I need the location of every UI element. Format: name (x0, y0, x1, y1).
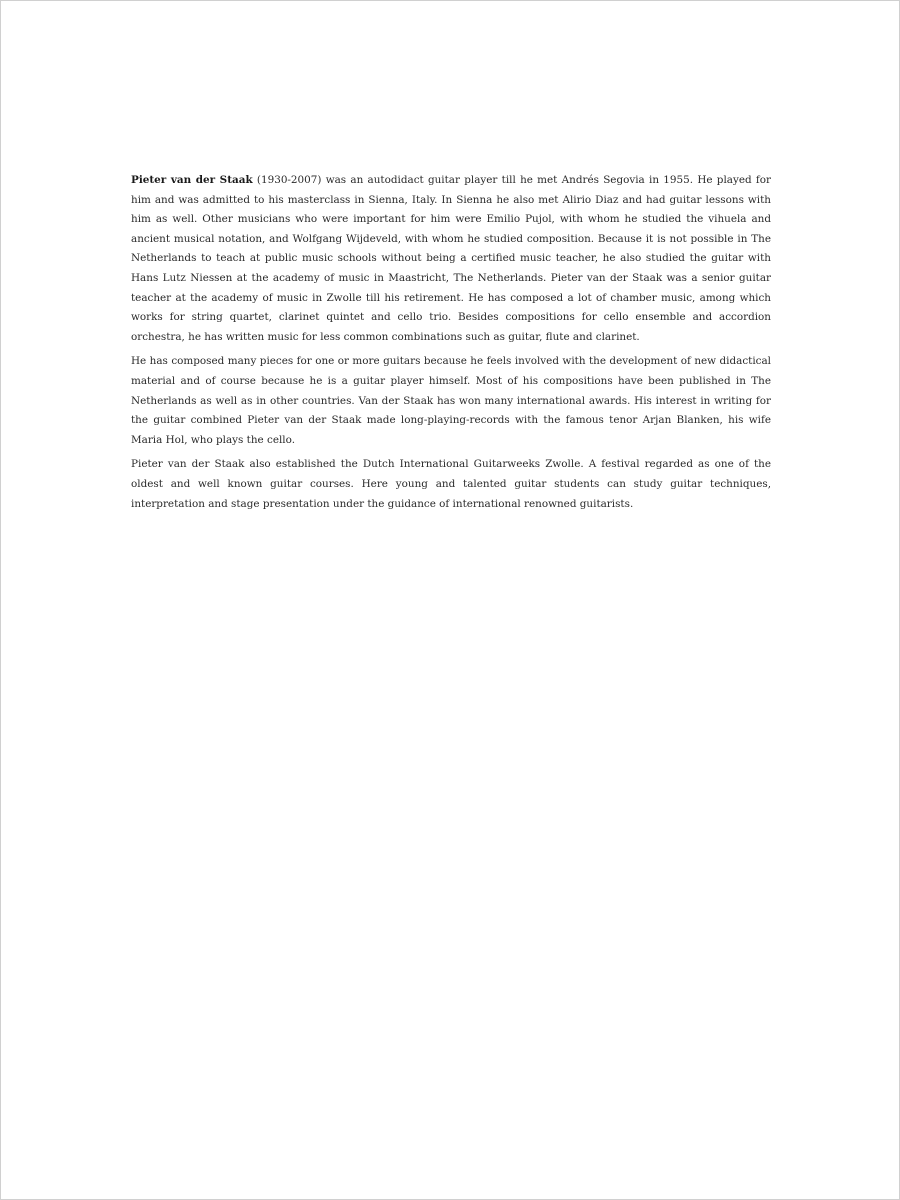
composer-name: Pieter van der Staak (131, 174, 253, 186)
biography-paragraph-2: He has composed many pieces for one or more guitars because he feels involved with the development of new didactical material and of course because he is a guitar player himself. Most of his compositions have been published in The Netherlands as well as in other countries. Van der Staak has won many international awards. His interest in writing for the guitar combined Pieter van der Staak made long-playing-records with the famous tenor Arjan Blanken, his wife Maria Hol, who plays the cello. (131, 355, 771, 446)
paragraph-1-text: (1930-2007) was an autodidact guitar player till he met Andrés Segovia in 1955. He played for him and was admitted to his masterclass in Sienna, Italy. In Sienna he also met Alirio Diaz and had guitar lessons with him as well. Other musicians who were important for him were Emilio Pujol, with whom he studied the vihuela and ancient musical notation, and Wolfgang Wijdeveld, with whom he studied composition. Because it is not possible in The Netherlands to teach at public music schools without being a certified music teacher, he also studied the guitar with Hans Lutz Niessen at the academy of music in Maastricht, The Netherlands. Pieter van der Staak was a senior guitar teacher at the academy of music in Zwolle till his retirement. He has composed a lot of chamber music, among which works for string quartet, clarinet quintet and cello trio. Besides compositions for cello ensemble and accordion orchestra, he has written music for less common combinations such as guitar, flute and clarinet. (131, 174, 771, 343)
biography-paragraph-3: Pieter van der Staak also established the Dutch International Guitarweeks Zwolle. A festival regarded as one of the oldest and well known guitar courses. Here young and talented guitar students can study guitar techniques, interpretation and stage presentation under the guidance of international renowned guitarists. (131, 458, 771, 510)
biography-text (131, 171, 771, 519)
biography-paragraph-1 (131, 171, 771, 347)
